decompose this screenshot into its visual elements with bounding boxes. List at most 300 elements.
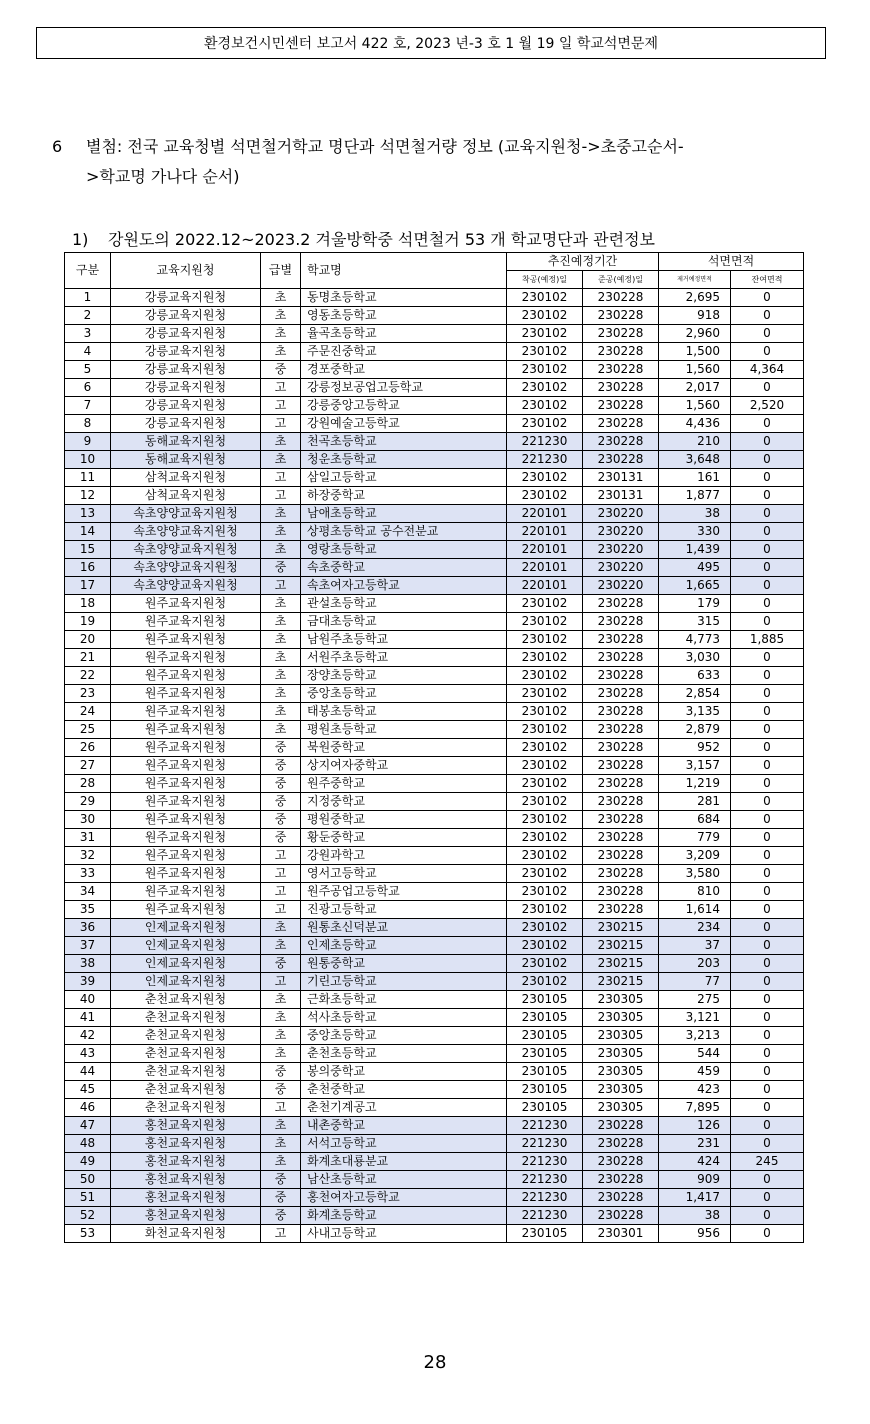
end-date: 230131 xyxy=(583,469,659,487)
school-level: 고 xyxy=(261,577,301,595)
removal-area: 918 xyxy=(659,307,731,325)
table-row xyxy=(65,505,804,523)
row-number: 1 xyxy=(65,289,111,307)
school-name: 기린고등학교 xyxy=(301,973,507,991)
section-number: 6 xyxy=(52,137,63,156)
school-level: 중 xyxy=(261,1171,301,1189)
end-date: 230228 xyxy=(583,1135,659,1153)
row-number: 30 xyxy=(65,811,111,829)
remaining-area: 0 xyxy=(731,487,804,505)
end-date: 230228 xyxy=(583,793,659,811)
subsection-number: 1) xyxy=(72,230,89,249)
end-date: 230228 xyxy=(583,307,659,325)
end-date: 230228 xyxy=(583,901,659,919)
end-date: 230228 xyxy=(583,1171,659,1189)
school-name: 영동초등학교 xyxy=(301,307,507,325)
remaining-area: 0 xyxy=(731,901,804,919)
remaining-area: 0 xyxy=(731,469,804,487)
section-title-line1: 별첨: 전국 교육청별 석면철거학교 명단과 석면철거량 정보 (교육지원청->초중고순서- xyxy=(86,137,684,156)
remaining-area: 0 xyxy=(731,541,804,559)
header-no: 구분 xyxy=(65,253,111,289)
school-name: 강원과학고 xyxy=(301,847,507,865)
remaining-area: 0 xyxy=(731,847,804,865)
removal-area: 3,121 xyxy=(659,1009,731,1027)
row-number: 35 xyxy=(65,901,111,919)
end-date: 230131 xyxy=(583,487,659,505)
start-date: 230102 xyxy=(507,703,583,721)
education-office: 속초양양교육지원청 xyxy=(111,577,261,595)
start-date: 230102 xyxy=(507,739,583,757)
education-office: 홍천교육지원청 xyxy=(111,1153,261,1171)
school-level: 고 xyxy=(261,1225,301,1243)
table-row xyxy=(65,343,804,361)
school-name: 춘천중학교 xyxy=(301,1081,507,1099)
school-name: 영서고등학교 xyxy=(301,865,507,883)
school-name: 내촌중학교 xyxy=(301,1117,507,1135)
start-date: 230102 xyxy=(507,595,583,613)
school-level: 중 xyxy=(261,1207,301,1225)
end-date: 230305 xyxy=(583,1081,659,1099)
header-text: 환경보건시민센터 보고서 422 호, 2023 년-3 호 1 월 19 일 학교석면문제 xyxy=(204,36,658,52)
row-number: 12 xyxy=(65,487,111,505)
education-office: 원주교육지원청 xyxy=(111,829,261,847)
end-date: 230305 xyxy=(583,991,659,1009)
end-date: 230228 xyxy=(583,289,659,307)
table-row xyxy=(65,667,804,685)
row-number: 2 xyxy=(65,307,111,325)
end-date: 230215 xyxy=(583,919,659,937)
start-date: 230102 xyxy=(507,415,583,433)
school-name: 관설초등학교 xyxy=(301,595,507,613)
start-date: 230105 xyxy=(507,991,583,1009)
end-date: 230305 xyxy=(583,1045,659,1063)
start-date: 230102 xyxy=(507,289,583,307)
remaining-area: 0 xyxy=(731,757,804,775)
end-date: 230228 xyxy=(583,397,659,415)
school-level: 중 xyxy=(261,361,301,379)
school-name: 화계초대룡분교 xyxy=(301,1153,507,1171)
header-removal-area: 제거예정면적 xyxy=(659,271,731,289)
start-date: 221230 xyxy=(507,1153,583,1171)
removal-area: 1,560 xyxy=(659,397,731,415)
education-office: 홍천교육지원청 xyxy=(111,1117,261,1135)
end-date: 230228 xyxy=(583,415,659,433)
end-date: 230228 xyxy=(583,739,659,757)
school-level: 초 xyxy=(261,1045,301,1063)
start-date: 230102 xyxy=(507,325,583,343)
removal-area: 3,135 xyxy=(659,703,731,721)
education-office: 강릉교육지원청 xyxy=(111,397,261,415)
row-number: 18 xyxy=(65,595,111,613)
start-date: 230102 xyxy=(507,397,583,415)
education-office: 춘천교육지원청 xyxy=(111,1063,261,1081)
school-name: 강원예술고등학교 xyxy=(301,415,507,433)
remaining-area: 0 xyxy=(731,613,804,631)
education-office: 원주교육지원청 xyxy=(111,613,261,631)
start-date: 230105 xyxy=(507,1009,583,1027)
remaining-area: 0 xyxy=(731,739,804,757)
education-office: 원주교육지원청 xyxy=(111,901,261,919)
education-office: 원주교육지원청 xyxy=(111,595,261,613)
row-number: 14 xyxy=(65,523,111,541)
school-name: 남원주초등학교 xyxy=(301,631,507,649)
start-date: 230102 xyxy=(507,901,583,919)
education-office: 강릉교육지원청 xyxy=(111,289,261,307)
start-date: 230105 xyxy=(507,1081,583,1099)
end-date: 230228 xyxy=(583,343,659,361)
remaining-area: 0 xyxy=(731,775,804,793)
remaining-area: 0 xyxy=(731,955,804,973)
row-number: 32 xyxy=(65,847,111,865)
school-level: 초 xyxy=(261,325,301,343)
education-office: 강릉교육지원청 xyxy=(111,379,261,397)
school-name: 석사초등학교 xyxy=(301,1009,507,1027)
row-number: 9 xyxy=(65,433,111,451)
row-number: 17 xyxy=(65,577,111,595)
education-office: 강릉교육지원청 xyxy=(111,343,261,361)
end-date: 230228 xyxy=(583,613,659,631)
education-office: 춘천교육지원청 xyxy=(111,1027,261,1045)
start-date: 230102 xyxy=(507,757,583,775)
school-name: 금대초등학교 xyxy=(301,613,507,631)
education-office: 춘천교육지원청 xyxy=(111,1081,261,1099)
end-date: 230301 xyxy=(583,1225,659,1243)
remaining-area: 0 xyxy=(731,451,804,469)
remaining-area: 0 xyxy=(731,865,804,883)
end-date: 230220 xyxy=(583,541,659,559)
school-level: 초 xyxy=(261,541,301,559)
school-name: 영랑초등학교 xyxy=(301,541,507,559)
school-table xyxy=(64,252,804,1243)
end-date: 230228 xyxy=(583,1117,659,1135)
remaining-area: 2,520 xyxy=(731,397,804,415)
table-row xyxy=(65,307,804,325)
table-row xyxy=(65,793,804,811)
end-date: 230228 xyxy=(583,757,659,775)
row-number: 22 xyxy=(65,667,111,685)
start-date: 230105 xyxy=(507,1063,583,1081)
table-row xyxy=(65,1117,804,1135)
school-name: 중앙초등학교 xyxy=(301,685,507,703)
row-number: 37 xyxy=(65,937,111,955)
header-remaining-area: 잔여면적 xyxy=(731,271,804,289)
end-date: 230228 xyxy=(583,721,659,739)
removal-area: 281 xyxy=(659,793,731,811)
table-row xyxy=(65,955,804,973)
school-name: 홍천여자고등학교 xyxy=(301,1189,507,1207)
start-date: 221230 xyxy=(507,451,583,469)
remaining-area: 0 xyxy=(731,829,804,847)
header-area: 석면면적 xyxy=(659,253,804,271)
removal-area: 1,665 xyxy=(659,577,731,595)
school-level: 고 xyxy=(261,865,301,883)
table-row xyxy=(65,919,804,937)
row-number: 48 xyxy=(65,1135,111,1153)
school-level: 중 xyxy=(261,775,301,793)
removal-area: 3,580 xyxy=(659,865,731,883)
removal-area: 495 xyxy=(659,559,731,577)
row-number: 36 xyxy=(65,919,111,937)
removal-area: 2,017 xyxy=(659,379,731,397)
start-date: 230102 xyxy=(507,361,583,379)
education-office: 속초양양교육지원청 xyxy=(111,541,261,559)
table-row xyxy=(65,325,804,343)
school-level: 고 xyxy=(261,973,301,991)
table-row xyxy=(65,613,804,631)
school-level: 고 xyxy=(261,397,301,415)
remaining-area: 0 xyxy=(731,1063,804,1081)
education-office: 강릉교육지원청 xyxy=(111,307,261,325)
end-date: 230228 xyxy=(583,631,659,649)
remaining-area: 245 xyxy=(731,1153,804,1171)
school-level: 초 xyxy=(261,451,301,469)
removal-area: 909 xyxy=(659,1171,731,1189)
school-name: 북원중학교 xyxy=(301,739,507,757)
start-date: 220101 xyxy=(507,577,583,595)
row-number: 42 xyxy=(65,1027,111,1045)
page-number: 28 xyxy=(423,1352,447,1373)
remaining-area: 0 xyxy=(731,685,804,703)
table-row xyxy=(65,559,804,577)
end-date: 230228 xyxy=(583,685,659,703)
education-office: 동해교육지원청 xyxy=(111,451,261,469)
start-date: 221230 xyxy=(507,1171,583,1189)
table-row xyxy=(65,469,804,487)
education-office: 홍천교육지원청 xyxy=(111,1171,261,1189)
removal-area: 1,439 xyxy=(659,541,731,559)
remaining-area: 0 xyxy=(731,379,804,397)
education-office: 원주교육지원청 xyxy=(111,883,261,901)
remaining-area: 0 xyxy=(731,1099,804,1117)
remaining-area: 0 xyxy=(731,343,804,361)
school-level: 중 xyxy=(261,829,301,847)
row-number: 49 xyxy=(65,1153,111,1171)
subsection-title: 강원도의 2022.12~2023.2 겨울방학중 석면철거 53 개 학교명단과 관련정보 xyxy=(108,230,656,249)
section-title-line2: >학교명 가나다 순서) xyxy=(86,167,240,186)
row-number: 19 xyxy=(65,613,111,631)
row-number: 45 xyxy=(65,1081,111,1099)
remaining-area: 0 xyxy=(731,505,804,523)
education-office: 속초양양교육지원청 xyxy=(111,523,261,541)
table-row xyxy=(65,577,804,595)
education-office: 인제교육지원청 xyxy=(111,973,261,991)
start-date: 220101 xyxy=(507,505,583,523)
end-date: 230305 xyxy=(583,1099,659,1117)
start-date: 221230 xyxy=(507,1135,583,1153)
school-name: 하장중학교 xyxy=(301,487,507,505)
end-date: 230228 xyxy=(583,667,659,685)
end-date: 230228 xyxy=(583,361,659,379)
school-name: 장양초등학교 xyxy=(301,667,507,685)
report-header xyxy=(36,27,826,59)
school-name: 상평초등학교 공수전분교 xyxy=(301,523,507,541)
school-level: 초 xyxy=(261,613,301,631)
row-number: 53 xyxy=(65,1225,111,1243)
start-date: 230102 xyxy=(507,847,583,865)
removal-area: 2,879 xyxy=(659,721,731,739)
table-row xyxy=(65,289,804,307)
school-level: 고 xyxy=(261,901,301,919)
school-level: 초 xyxy=(261,343,301,361)
row-number: 24 xyxy=(65,703,111,721)
education-office: 삼척교육지원청 xyxy=(111,487,261,505)
header-office: 교육지원청 xyxy=(111,253,261,289)
removal-area: 3,157 xyxy=(659,757,731,775)
row-number: 44 xyxy=(65,1063,111,1081)
removal-area: 77 xyxy=(659,973,731,991)
row-number: 46 xyxy=(65,1099,111,1117)
remaining-area: 0 xyxy=(731,523,804,541)
row-number: 20 xyxy=(65,631,111,649)
end-date: 230228 xyxy=(583,775,659,793)
removal-area: 3,209 xyxy=(659,847,731,865)
school-name: 인제초등학교 xyxy=(301,937,507,955)
school-name: 동명초등학교 xyxy=(301,289,507,307)
table-row xyxy=(65,901,804,919)
removal-area: 126 xyxy=(659,1117,731,1135)
education-office: 홍천교육지원청 xyxy=(111,1135,261,1153)
remaining-area: 1,885 xyxy=(731,631,804,649)
school-name: 화계초등학교 xyxy=(301,1207,507,1225)
row-number: 6 xyxy=(65,379,111,397)
row-number: 26 xyxy=(65,739,111,757)
school-name: 남산초등학교 xyxy=(301,1171,507,1189)
removal-area: 179 xyxy=(659,595,731,613)
removal-area: 38 xyxy=(659,1207,731,1225)
removal-area: 684 xyxy=(659,811,731,829)
end-date: 230305 xyxy=(583,1063,659,1081)
remaining-area: 0 xyxy=(731,1171,804,1189)
removal-area: 203 xyxy=(659,955,731,973)
school-name: 지정중학교 xyxy=(301,793,507,811)
education-office: 동해교육지원청 xyxy=(111,433,261,451)
end-date: 230228 xyxy=(583,649,659,667)
removal-area: 1,560 xyxy=(659,361,731,379)
education-office: 원주교육지원청 xyxy=(111,721,261,739)
school-name: 강릉정보공업고등학교 xyxy=(301,379,507,397)
school-name: 황둔중학교 xyxy=(301,829,507,847)
school-name: 삼일고등학교 xyxy=(301,469,507,487)
end-date: 230220 xyxy=(583,559,659,577)
school-level: 초 xyxy=(261,649,301,667)
row-number: 50 xyxy=(65,1171,111,1189)
start-date: 220101 xyxy=(507,523,583,541)
remaining-area: 0 xyxy=(731,1207,804,1225)
start-date: 221230 xyxy=(507,1117,583,1135)
education-office: 원주교육지원청 xyxy=(111,865,261,883)
end-date: 230228 xyxy=(583,865,659,883)
start-date: 230102 xyxy=(507,487,583,505)
school-name: 상지여자중학교 xyxy=(301,757,507,775)
table-row xyxy=(65,1009,804,1027)
table-row xyxy=(65,379,804,397)
removal-area: 1,500 xyxy=(659,343,731,361)
education-office: 속초양양교육지원청 xyxy=(111,505,261,523)
school-level: 초 xyxy=(261,595,301,613)
start-date: 230102 xyxy=(507,649,583,667)
remaining-area: 0 xyxy=(731,1027,804,1045)
removal-area: 459 xyxy=(659,1063,731,1081)
table-row xyxy=(65,595,804,613)
school-name: 강릉중앙고등학교 xyxy=(301,397,507,415)
school-name: 원통중학교 xyxy=(301,955,507,973)
section-heading xyxy=(52,132,684,192)
school-level: 고 xyxy=(261,379,301,397)
end-date: 230228 xyxy=(583,847,659,865)
row-number: 27 xyxy=(65,757,111,775)
removal-area: 2,695 xyxy=(659,289,731,307)
row-number: 33 xyxy=(65,865,111,883)
remaining-area: 0 xyxy=(731,1117,804,1135)
table-row xyxy=(65,1153,804,1171)
row-number: 38 xyxy=(65,955,111,973)
school-level: 초 xyxy=(261,505,301,523)
education-office: 강릉교육지원청 xyxy=(111,415,261,433)
start-date: 230105 xyxy=(507,1045,583,1063)
school-level: 중 xyxy=(261,955,301,973)
remaining-area: 0 xyxy=(731,289,804,307)
removal-area: 37 xyxy=(659,937,731,955)
table-row xyxy=(65,415,804,433)
school-level: 초 xyxy=(261,721,301,739)
remaining-area: 0 xyxy=(731,1009,804,1027)
remaining-area: 0 xyxy=(731,1081,804,1099)
school-name: 봉의중학교 xyxy=(301,1063,507,1081)
table-row xyxy=(65,1189,804,1207)
school-level: 초 xyxy=(261,523,301,541)
table-row xyxy=(65,1063,804,1081)
header-period: 추진예정기간 xyxy=(507,253,659,271)
school-name: 평원초등학교 xyxy=(301,721,507,739)
table-row xyxy=(65,397,804,415)
removal-area: 3,648 xyxy=(659,451,731,469)
removal-area: 810 xyxy=(659,883,731,901)
removal-area: 38 xyxy=(659,505,731,523)
row-number: 28 xyxy=(65,775,111,793)
school-level: 중 xyxy=(261,793,301,811)
start-date: 230102 xyxy=(507,775,583,793)
education-office: 삼척교육지원청 xyxy=(111,469,261,487)
school-level: 중 xyxy=(261,1081,301,1099)
start-date: 230102 xyxy=(507,919,583,937)
removal-area: 1,417 xyxy=(659,1189,731,1207)
row-number: 4 xyxy=(65,343,111,361)
removal-area: 633 xyxy=(659,667,731,685)
table-row xyxy=(65,739,804,757)
removal-area: 330 xyxy=(659,523,731,541)
start-date: 221230 xyxy=(507,1207,583,1225)
school-name: 진광고등학교 xyxy=(301,901,507,919)
end-date: 230305 xyxy=(583,1027,659,1045)
school-name: 사내고등학교 xyxy=(301,1225,507,1243)
school-level: 초 xyxy=(261,433,301,451)
remaining-area: 0 xyxy=(731,937,804,955)
start-date: 230102 xyxy=(507,721,583,739)
removal-area: 275 xyxy=(659,991,731,1009)
end-date: 230215 xyxy=(583,955,659,973)
school-level: 초 xyxy=(261,703,301,721)
table-row xyxy=(65,811,804,829)
school-name: 평원중학교 xyxy=(301,811,507,829)
table-row xyxy=(65,1225,804,1243)
end-date: 230215 xyxy=(583,973,659,991)
header-end: 준공(예정)일 xyxy=(583,271,659,289)
row-number: 13 xyxy=(65,505,111,523)
row-number: 10 xyxy=(65,451,111,469)
school-level: 고 xyxy=(261,415,301,433)
school-level: 고 xyxy=(261,883,301,901)
start-date: 230102 xyxy=(507,667,583,685)
